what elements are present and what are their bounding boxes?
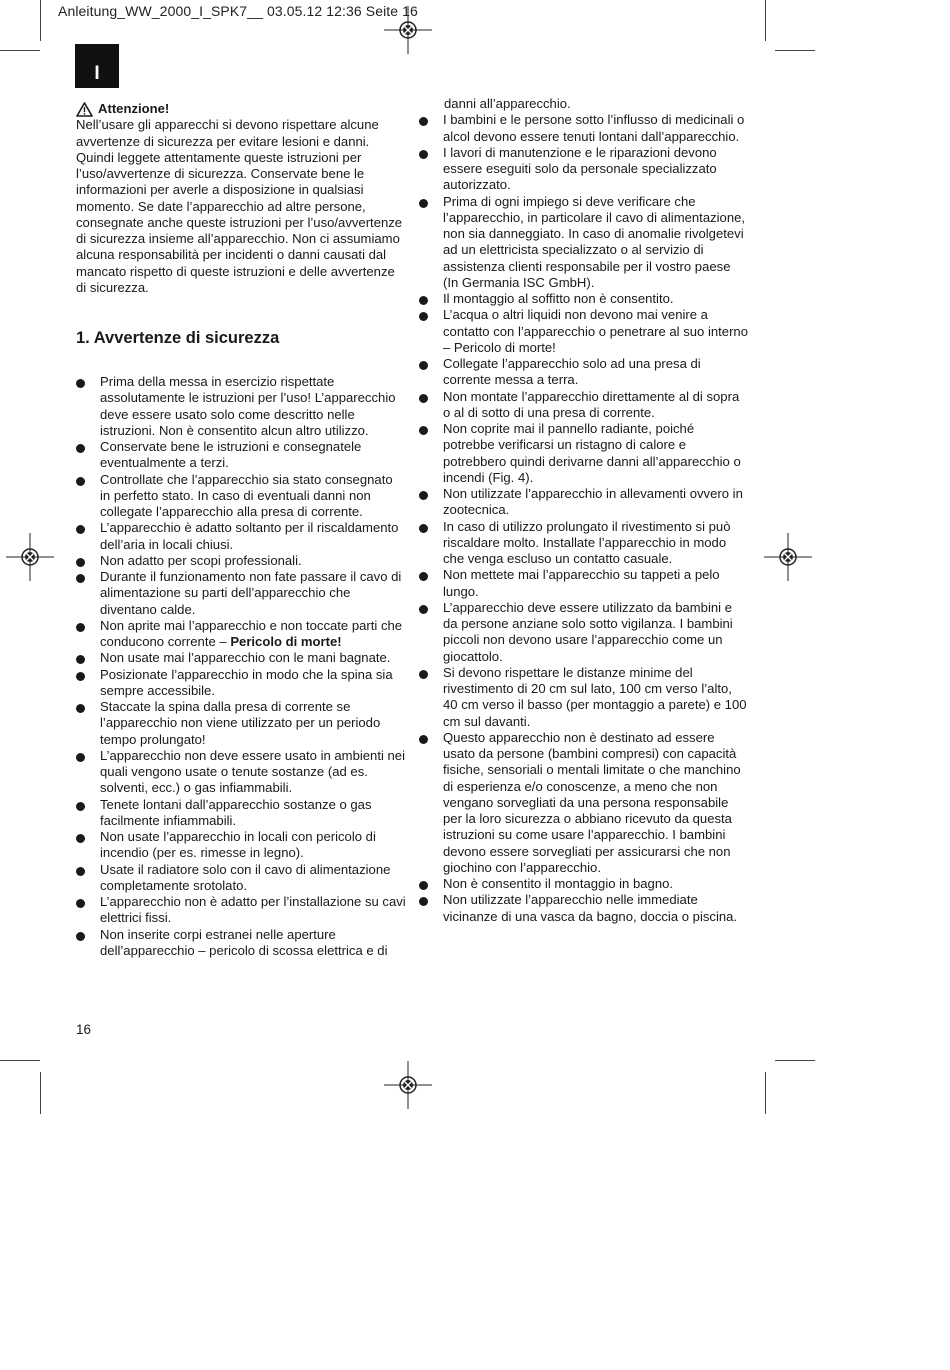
crop-mark	[40, 1072, 41, 1114]
crop-mark	[0, 1060, 40, 1061]
list-item: Posizionate l’apparecchio in modo che la spina sia sempre accessibile.	[76, 667, 406, 700]
list-item: Prima della messa in esercizio rispettate assolutamente le istruzioni per l’uso! L’apparecchio deve essere usato solo come descritto nelle istruzioni. Non è consentito alcun altro utilizzo.	[76, 374, 406, 439]
safety-list-right	[419, 96, 749, 925]
list-item: Non inserite corpi estranei nelle aperture dell’apparecchio – pericolo di scossa elettrica e di	[76, 927, 406, 960]
crop-mark	[775, 50, 815, 51]
crop-mark	[765, 1072, 766, 1114]
list-item: Staccate la spina dalla presa di corrente se l’apparecchio non viene utilizzato per un periodo tempo prolungato!	[76, 699, 406, 748]
list-item: Durante il funzionamento non fate passare il cavo di alimentazione su parti dell’apparecchio che diventano calde.	[76, 569, 406, 618]
registration-mark-icon	[384, 6, 432, 54]
list-item: Non utilizzate l’apparecchio nelle immediate vicinanze di una vasca da bagno, doccia o piscina.	[419, 892, 749, 925]
danger-emphasis: Pericolo di morte!	[230, 634, 342, 649]
list-item: Non è consentito il montaggio in bagno.	[419, 876, 749, 892]
list-item: Non coprite mai il pannello radiante, poiché potrebbe verificarsi un ristagno di calore e potrebbero quindi derivarne danni all’apparecchio o incendi (Fig. 4).	[419, 421, 749, 486]
print-header: Anleitung_WW_2000_I_SPK7__ 03.05.12 12:36 Seite 16	[58, 3, 418, 19]
list-item: I bambini e le persone sotto l’influsso di medicinali o alcol devono essere tenuti lontani dall’apparecchio.	[419, 112, 749, 145]
warning-title: Attenzione!	[98, 101, 170, 116]
list-item: Non mettete mai l’apparecchio su tappeti a pelo lungo.	[419, 567, 749, 600]
list-item: Non usate l’apparecchio in locali con pericolo di incendio (per es. rimesse in legno).	[76, 829, 406, 862]
registration-mark-icon	[384, 1061, 432, 1109]
list-item: Non utilizzate l’apparecchio in allevamenti ovvero in zootecnica.	[419, 486, 749, 519]
right-column	[419, 96, 749, 925]
list-item: Usate il radiatore solo con il cavo di alimentazione completamente srotolato.	[76, 862, 406, 895]
list-item: Il montaggio al soffitto non è consentito.	[419, 291, 749, 307]
list-item: Prima di ogni impiego si deve verificare che l’apparecchio, in particolare il cavo di alimentazione, non sia danneggiato. In caso di anomalie rivolgetevi ad un elettricista specializzato o al servizio di assistenza clienti responsabile per il vostro paese (In Germania ISC GmbH).	[419, 194, 749, 292]
language-tab: I	[75, 44, 119, 88]
list-item-continuation: danni all’apparecchio.	[444, 96, 571, 111]
list-item: Si devono rispettare le distanze minime del rivestimento di 20 cm sul lato, 100 cm verso l’alto, 40 cm verso il basso (per montaggio a parete) e 100 cm sul davanti.	[419, 665, 749, 730]
list-item: L’apparecchio deve essere utilizzato da bambini e da persone anziane solo sotto vigilanza. I bambini piccoli non devono usare l’apparecchio come un giocattolo.	[419, 600, 749, 665]
list-item: Non adatto per scopi professionali.	[76, 553, 406, 569]
crop-mark	[0, 50, 40, 51]
list-item: L’apparecchio non deve essere usato in ambienti nei quali vengono usate o tenute sostanze (ad es. solventi, ecc.) o gas infiammabili.	[76, 748, 406, 797]
safety-list-left	[76, 374, 406, 959]
list-item: Non montate l’apparecchio direttamente al di sopra o al di sotto di una presa di corrente.	[419, 389, 749, 422]
section-title: 1. Avvertenze di sicurezza	[76, 329, 280, 347]
crop-mark	[765, 0, 766, 41]
list-item-text: Non aprite mai l’apparecchio e non toccate parti che conducono corrente –	[100, 617, 403, 649]
list-item: Controllate che l’apparecchio sia stato consegnato in perfetto stato. In caso di eventuali danni non collegate l’apparecchio alla presa di corrente.	[76, 472, 406, 521]
list-item: In caso di utilizzo prolungato il rivestimento si può riscaldare molto. Installate l’apparecchio in modo che venga escluso un contatto casuale.	[419, 519, 749, 568]
list-item: I lavori di manutenzione e le riparazioni devono essere eseguiti solo da personale specializzato autorizzato.	[419, 145, 749, 194]
warning-body: Nell’usare gli apparecchi si devono rispettare alcune avvertenze di sicurezza per evitare lesioni e danni. Quindi leggete attentamente queste istruzioni per l’uso/avvertenze di sicurezza. Conservate bene le informazioni per averle a disposizione in qualsiasi momento. Se date l’apparecchio ad altre persone, consegnate anche queste istruzioni per l’uso/avvertenze di sicurezza insieme all’apparecchio. Non ci assumiamo alcuna responsabilità per incidenti o danni causati dal mancato rispetto di queste istruzioni e delle avvertenze di sicurezza.	[76, 117, 403, 295]
list-item-danger	[76, 618, 406, 651]
left-column	[76, 101, 406, 959]
page-number: 16	[76, 1022, 92, 1037]
registration-mark-icon	[764, 533, 812, 581]
list-item: L’acqua o altri liquidi non devono mai venire a contatto con l’apparecchio o penetrare al suo interno – Pericolo di morte!	[419, 307, 749, 356]
warning-heading	[76, 101, 406, 117]
list-item: L’apparecchio è adatto soltanto per il riscaldamento dell’aria in locali chiusi.	[76, 520, 406, 553]
list-item: Collegate l’apparecchio solo ad una presa di corrente messa a terra.	[419, 356, 749, 389]
list-item: L’apparecchio non è adatto per l’installazione su cavi elettrici fissi.	[76, 894, 406, 927]
list-item: Questo apparecchio non è destinato ad essere usato da persone (bambini compresi) con capacità fisiche, sensoriali o mentali limitate o che manchino di esperienza e/o conoscenze, a meno che non vengano sorvegliati da una persona responsabile per la loro sicurezza o abbiano ricevuto da questa istruzioni su come usare l’apparecchio. I bambini devono essere sorvegliati per assicurarsi che non giochino con l’apparecchio.	[419, 730, 749, 876]
list-item: Tenete lontani dall’apparecchio sostanze o gas facilmente infiammabili.	[76, 797, 406, 830]
crop-mark	[775, 1060, 815, 1061]
list-item: Non usate mai l’apparecchio con le mani bagnate.	[76, 650, 406, 666]
registration-mark-icon	[6, 533, 54, 581]
list-item: Conservate bene le istruzioni e consegnatele eventualmente a terzi.	[76, 439, 406, 472]
crop-mark	[40, 0, 41, 41]
warning-triangle-icon	[76, 102, 93, 117]
